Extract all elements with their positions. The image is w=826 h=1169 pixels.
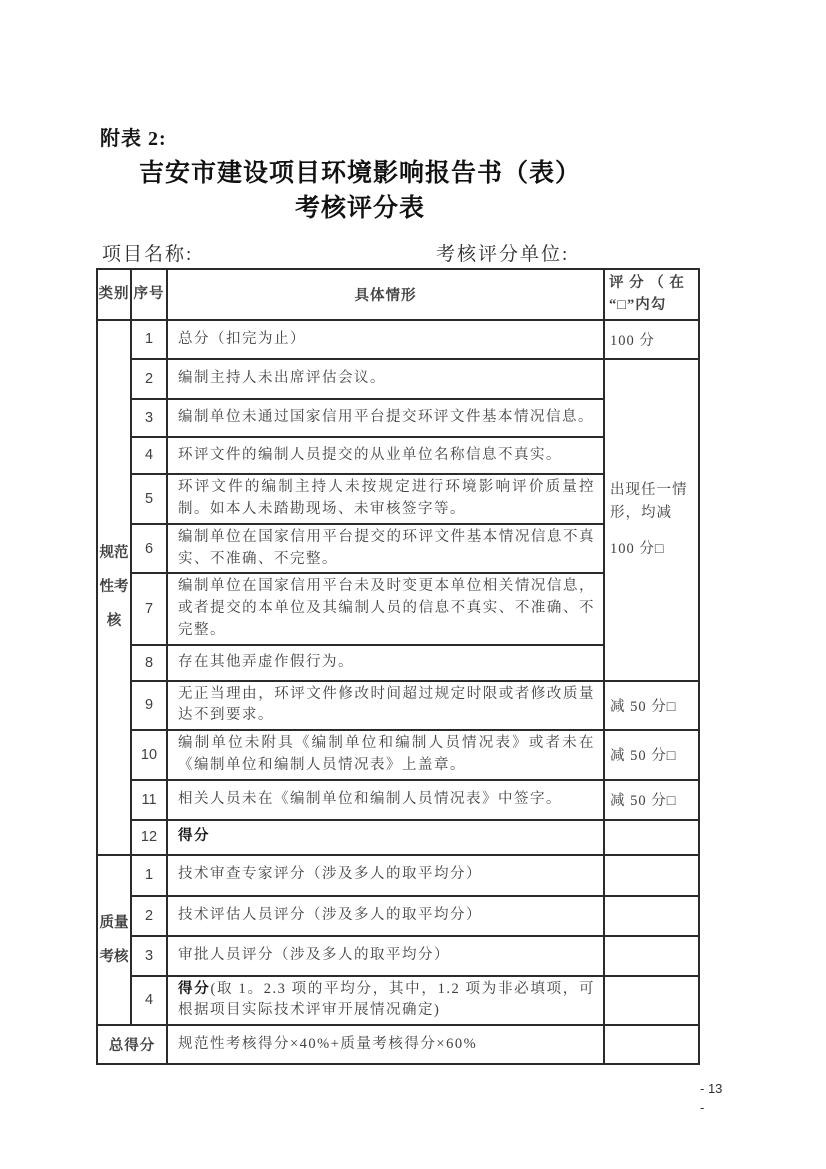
total-score-empty — [604, 1025, 699, 1064]
table-row — [97, 855, 699, 896]
row-situation: 相关人员未在《编制单位和编制人员情况表》中签字。 — [167, 780, 604, 820]
row-score-empty — [604, 976, 699, 1026]
total-label: 总得分 — [97, 1025, 167, 1064]
category-quality: 质量考核 — [97, 855, 131, 1026]
row-score-empty — [604, 936, 699, 976]
row-situation-rest: (取 1。2.3 项的平均分，其中，1.2 项为非必填项，可根据项目实际技术评审开展情况确定) — [178, 980, 596, 1019]
merged-score-line2: 100 分□ — [610, 541, 665, 558]
table-row — [97, 780, 699, 820]
row-situation — [167, 976, 604, 1026]
row-situation-bold: 得分 — [178, 980, 211, 997]
row-situation-bold: 得分 — [178, 828, 210, 845]
row-situation: 审批人员评分（涉及多人的取平均分） — [167, 936, 604, 976]
table-row — [97, 681, 699, 731]
row-number: 2 — [131, 359, 167, 399]
row-number: 11 — [131, 780, 167, 820]
page-number-line2: - — [700, 1099, 705, 1115]
row-number: 4 — [131, 437, 167, 474]
row-score-empty — [604, 855, 699, 896]
table-row — [97, 730, 699, 780]
total-formula: 规范性考核得分×40%+质量考核得分×60% — [167, 1025, 604, 1064]
row-number: 4 — [131, 976, 167, 1026]
scoring-unit-label: 考核评分单位: — [436, 244, 570, 265]
row-situation: 环评文件的编制人员提交的从业单位名称信息不真实。 — [167, 437, 604, 474]
score-table — [96, 268, 700, 1065]
merged-score-line1: 出现任一情形，均减 — [610, 482, 688, 521]
document-title — [100, 156, 620, 226]
row-situation: 环评文件的编制主持人未按规定进行环境影响评价质量控制。如本人未踏勘现场、未审核签字等。 — [167, 474, 604, 524]
row-score: 100 分 — [604, 320, 699, 359]
table-header-row — [97, 269, 699, 320]
row-number: 8 — [131, 645, 167, 681]
row-situation: 编制单位未附具《编制单位和编制人员情况表》或者未在《编制单位和编制人员情况表》上盖章。 — [167, 730, 604, 780]
row-number: 6 — [131, 524, 167, 574]
header-situation: 具体情形 — [167, 269, 604, 320]
row-number: 9 — [131, 681, 167, 731]
row-number: 10 — [131, 730, 167, 780]
row-situation: 编制单位在国家信用平台未及时变更本单位相关情况信息，或者提交的本单位及其编制人员的信息不真实、不准确、不完整。 — [167, 573, 604, 644]
category-normative: 规范性考核 — [97, 320, 131, 855]
row-score: 减 50 分□ — [604, 780, 699, 820]
header-number: 序号 — [131, 269, 167, 320]
header-category: 类别 — [97, 269, 131, 320]
row-number: 3 — [131, 936, 167, 976]
merged-score-cell — [604, 359, 699, 681]
row-score-empty — [604, 896, 699, 936]
header-score — [604, 269, 699, 320]
row-situation: 编制主持人未出席评估会议。 — [167, 359, 604, 399]
row-number: 1 — [131, 855, 167, 896]
total-row — [97, 1025, 699, 1064]
row-situation — [167, 820, 604, 855]
row-number: 3 — [131, 399, 167, 437]
row-situation: 技术评估人员评分（涉及多人的取平均分） — [167, 896, 604, 936]
row-number: 5 — [131, 474, 167, 524]
row-number: 12 — [131, 820, 167, 855]
row-situation: 编制单位未通过国家信用平台提交环评文件基本情况信息。 — [167, 399, 604, 437]
row-score-empty — [604, 820, 699, 855]
header-score-line1: 评 分 （ 在 — [609, 275, 685, 291]
row-number: 1 — [131, 320, 167, 359]
row-number: 2 — [131, 896, 167, 936]
row-score: 减 50 分□ — [604, 730, 699, 780]
row-number: 7 — [131, 573, 167, 644]
row-situation: 存在其他弄虚作假行为。 — [167, 645, 604, 681]
header-score-line2: “□”内勾 — [609, 297, 667, 314]
row-score: 减 50 分□ — [604, 681, 699, 731]
page-number — [700, 1080, 722, 1118]
table-row — [97, 820, 699, 855]
document-title-line2: 考核评分表 — [294, 195, 425, 222]
row-situation: 总分（扣完为止） — [167, 320, 604, 359]
row-situation: 无正当理由，环评文件修改时间超过规定时限或者修改质量达不到要求。 — [167, 681, 604, 731]
appendix-tag: 附表 2: — [100, 128, 167, 150]
table-row — [97, 320, 699, 359]
table-row — [97, 359, 699, 399]
row-situation: 技术审查专家评分（涉及多人的取平均分） — [167, 855, 604, 896]
project-name-label: 项目名称: — [102, 244, 194, 265]
meta-line — [102, 239, 700, 266]
page-number-line1: - 13 — [700, 1081, 723, 1096]
table-row — [97, 976, 699, 1026]
table-row — [97, 936, 699, 976]
document-title-line1: 吉安市建设项目环境影响报告书（表） — [138, 160, 581, 187]
row-situation: 编制单位在国家信用平台提交的环评文件基本情况信息不真实、不准确、不完整。 — [167, 524, 604, 574]
table-row — [97, 896, 699, 936]
